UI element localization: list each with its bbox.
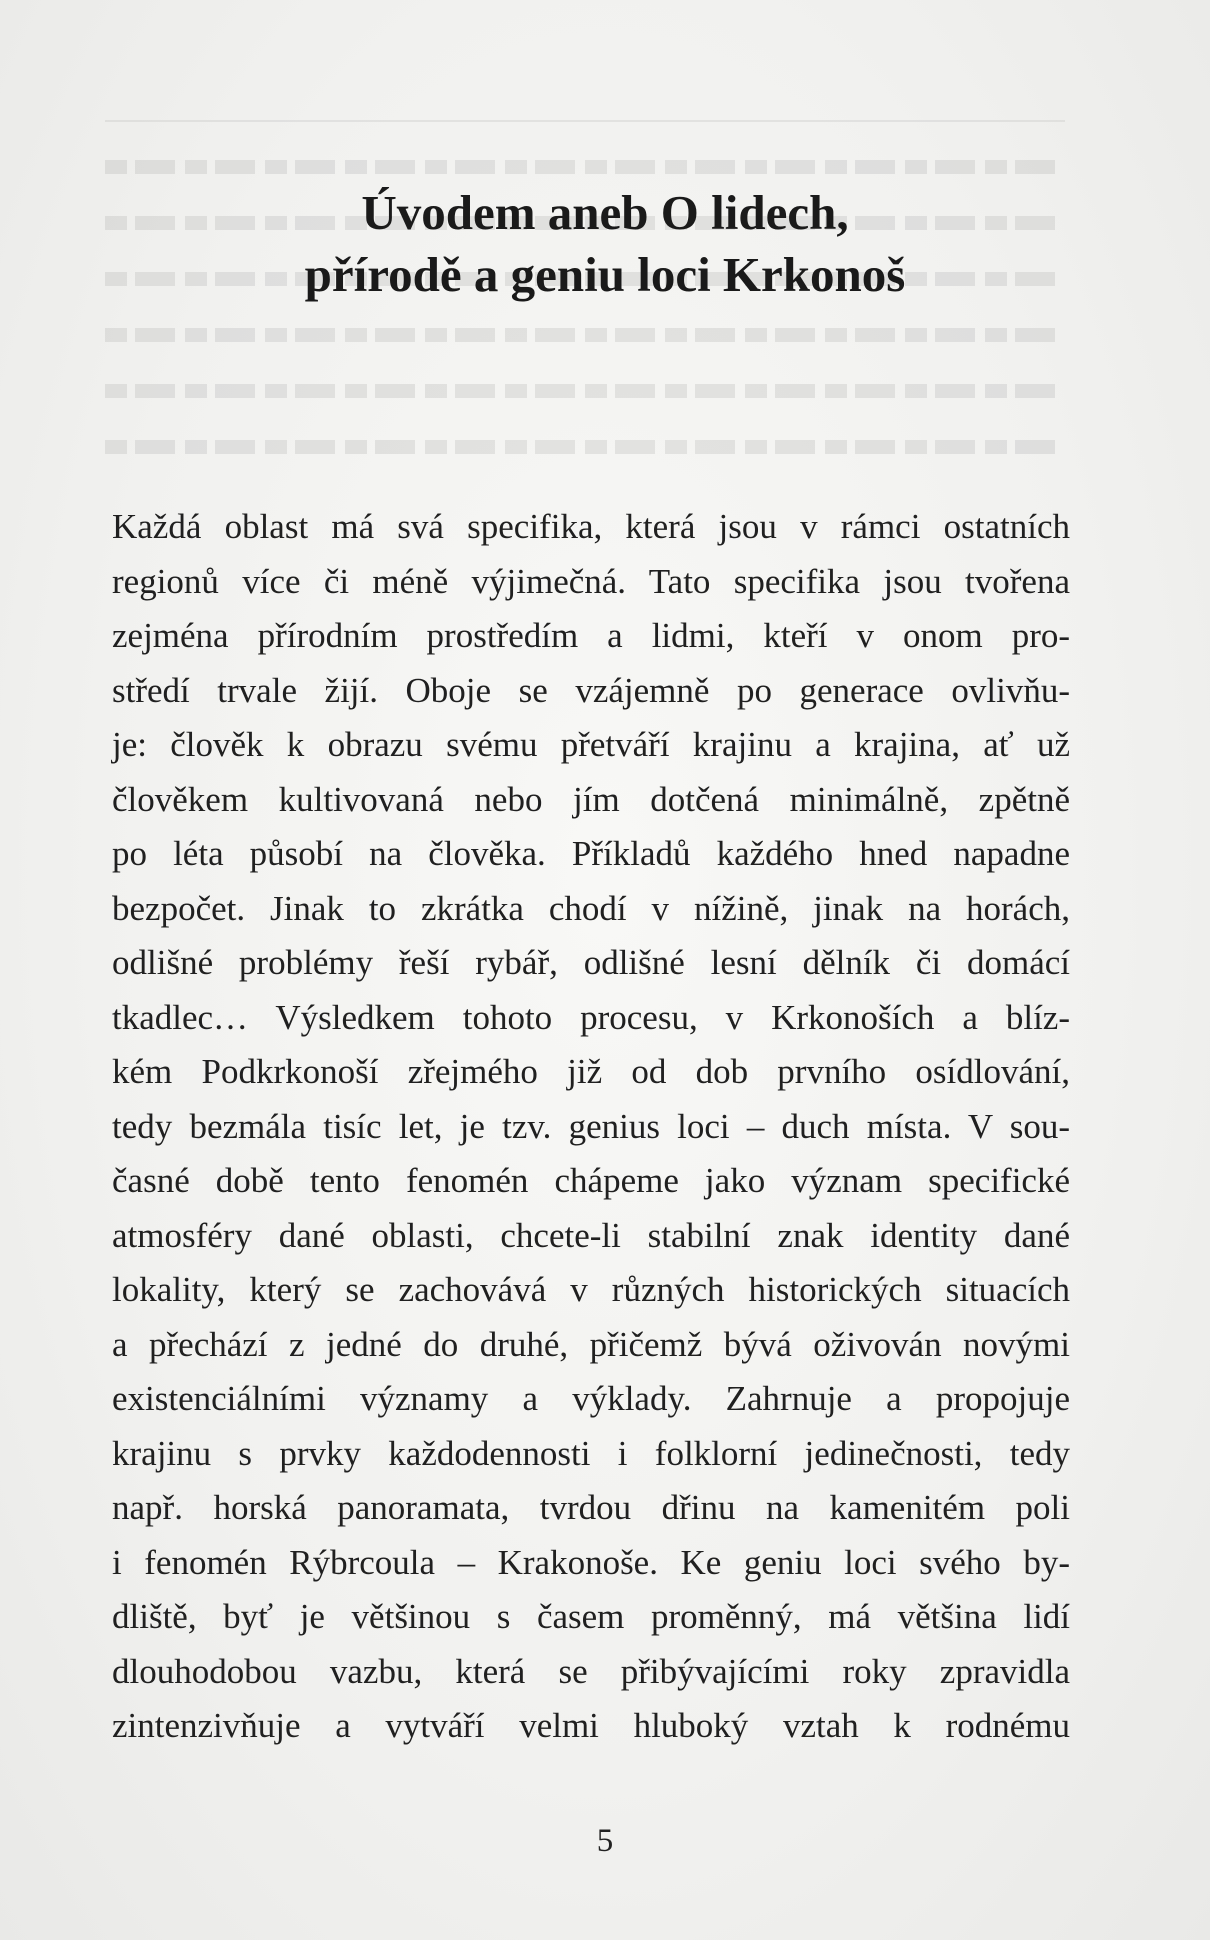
body-line: tkadlec… Výsledkem tohoto procesu, v Krkonoších a blíz- <box>112 997 1070 1037</box>
body-line: lokality, který se zachovává v různých historických situacích <box>112 1270 1070 1309</box>
body-text <box>112 500 1070 1754</box>
body-line: člověkem kultivovaná nebo jím dotčená minimálně, zpětně <box>112 779 1070 819</box>
body-line: kém Podkrkonoší zřejmého již od dob prvního osídlování, <box>112 1052 1070 1091</box>
body-line: atmosféry dané oblasti, chcete-li stabilní znak identity dané <box>112 1215 1070 1255</box>
chapter-title <box>100 182 1110 306</box>
body-line: tedy bezmála tisíc let, je tzv. genius loci – duch místa. V sou- <box>112 1106 1070 1146</box>
body-line: zejména přírodním prostředím a lidmi, kteří v onom pro- <box>112 616 1070 655</box>
body-line: regionů více či méně výjimečná. Tato specifika jsou tvořena <box>112 561 1070 601</box>
body-line: i fenomén Rýbrcoula – Krakonoše. Ke geniu loci svého by- <box>112 1542 1070 1582</box>
body-line: např. horská panoramata, tvrdou dřinu na kamenitém poli <box>112 1488 1070 1527</box>
body-line: časné době tento fenomén chápeme jako význam specifické <box>112 1161 1070 1200</box>
page-number: 5 <box>596 1823 614 1859</box>
chapter-title-line: Úvodem aneb O lidech, <box>361 185 849 240</box>
body-line: odlišné problémy řeší rybář, odlišné lesní dělník či domácí <box>112 943 1070 982</box>
body-line: a přechází z jedné do druhé, přičemž bývá oživován novými <box>112 1324 1070 1364</box>
ghost-line <box>105 384 1065 398</box>
body-line: bezpočet. Jinak to zkrátka chodí v nížině, jinak na horách, <box>112 888 1070 928</box>
body-line: středí trvale žijí. Oboje se vzájemně po generace ovlivňu- <box>112 670 1070 710</box>
ghost-line <box>105 440 1065 454</box>
body-line: zintenzivňuje a vytváří velmi hluboký vztah k rodnému <box>112 1706 1070 1745</box>
body-line: po léta působí na člověka. Příkladů každého hned napadne <box>112 834 1070 873</box>
running-head-rule-ghost <box>105 120 1065 122</box>
chapter-title-line: přírodě a geniu loci Krkonoš <box>304 247 906 302</box>
body-line: je: člověk k obrazu svému přetváří krajinu a krajina, ať už <box>112 725 1070 764</box>
body-line: Každá oblast má svá specifika, která jsou v rámci ostatních <box>112 507 1070 546</box>
body-line: dlouhodobou vazbu, která se přibývajícími roky zpravidla <box>112 1651 1070 1691</box>
body-line: dliště, byť je většinou s časem proměnný, má většina lidí <box>112 1597 1070 1636</box>
ghost-line <box>105 160 1065 174</box>
body-line: krajinu s prvky každodennosti i folklorní jedinečnosti, tedy <box>112 1433 1070 1473</box>
body-line: existenciálními významy a výklady. Zahrnuje a propojuje <box>112 1379 1070 1418</box>
ghost-line <box>105 328 1065 342</box>
